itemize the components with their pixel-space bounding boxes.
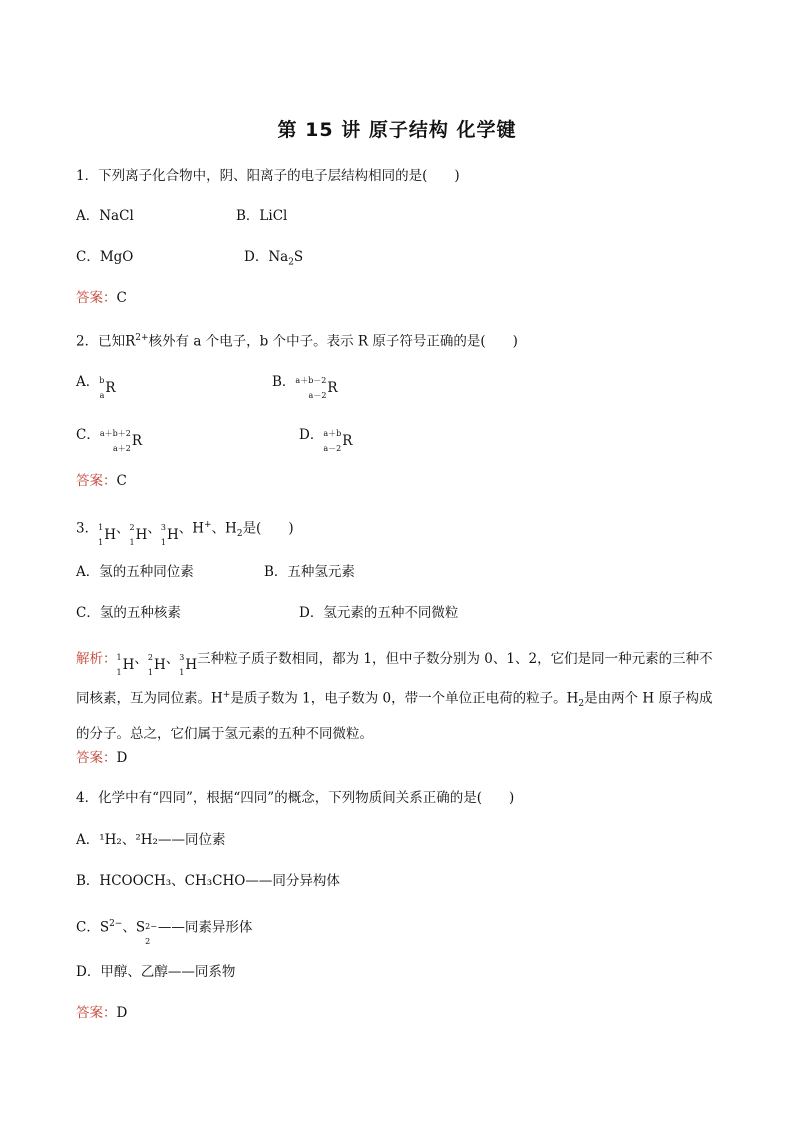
q2-answer: 答案：C bbox=[76, 473, 127, 489]
question-1-stem: 1．下列离子化合物中，阴、阳离子的电子层结构相同的是( ) bbox=[76, 168, 460, 184]
q3-option-a: A．氢的五种同位素 bbox=[76, 564, 194, 580]
q4-option-c: C．$S^{2-}$、S 2− 2 ——同素异形体 bbox=[76, 919, 253, 946]
q1-option-d: D．$Na_2S$ bbox=[244, 249, 304, 268]
q3-option-b: B．五种氢元素 bbox=[264, 564, 355, 580]
q1-answer: 答案：C bbox=[76, 290, 127, 306]
q2-option-b: B． a＋b－2 a－2 R bbox=[272, 374, 338, 400]
question-2-stem: 2．已知$R^{2+}$核外有 a 个电子，b 个中子。表示 R 原子符号正确的是( ) bbox=[76, 333, 518, 350]
q4-option-a: A．¹H₂、²H₂——同位素 bbox=[76, 832, 226, 848]
q1-option-a: A．NaCl bbox=[76, 208, 134, 224]
question-3-stem: 3． 1 1 H 、 2 1 H 、 3 1 H 、H+、$H_2$是( ) bbox=[76, 520, 294, 547]
q4-option-b: B．HCOOCH₃、CH₃CHO——同分异构体 bbox=[76, 873, 340, 889]
q4-answer: 答案：D bbox=[76, 1005, 128, 1021]
q2-option-c: C． a＋b＋2 a＋2 R bbox=[76, 427, 142, 453]
page-title: 第 15 讲 原子结构 化学键 bbox=[277, 119, 517, 141]
q1-option-b: B．LiCl bbox=[236, 208, 288, 224]
question-4-stem: 4．化学中有“四同”，根据“四同”的概念，下列物质间关系正确的是( ) bbox=[76, 790, 515, 806]
q3-analysis: 解析： 1 1 H 、 2 1 H 、 3 1 H 三种粒子质子数相同，都为 1，但中子数分别为 0、1、2，它们是同一种元素的三种不 同核素，互为同位素。H+是质子数为 1，电子数为 0，带一个单位正电荷的粒子。$H_2$是由两个 H 原子构成 的分子。总之，它们属于氢元素的五种不同微粒。 bbox=[76, 651, 713, 743]
q3-answer: 答案：D bbox=[76, 750, 128, 766]
q1-option-c: C．MgO bbox=[76, 249, 134, 265]
q2-option-a: A． b a R bbox=[76, 374, 116, 400]
q3-option-d: D．氢元素的五种不同微粒 bbox=[299, 605, 459, 621]
q4-option-d: D．甲醇、乙醇——同系物 bbox=[76, 964, 236, 980]
q2-option-d: D． a＋b a－2 R bbox=[299, 427, 353, 453]
q3-option-c: C．氢的五种核素 bbox=[76, 605, 181, 621]
